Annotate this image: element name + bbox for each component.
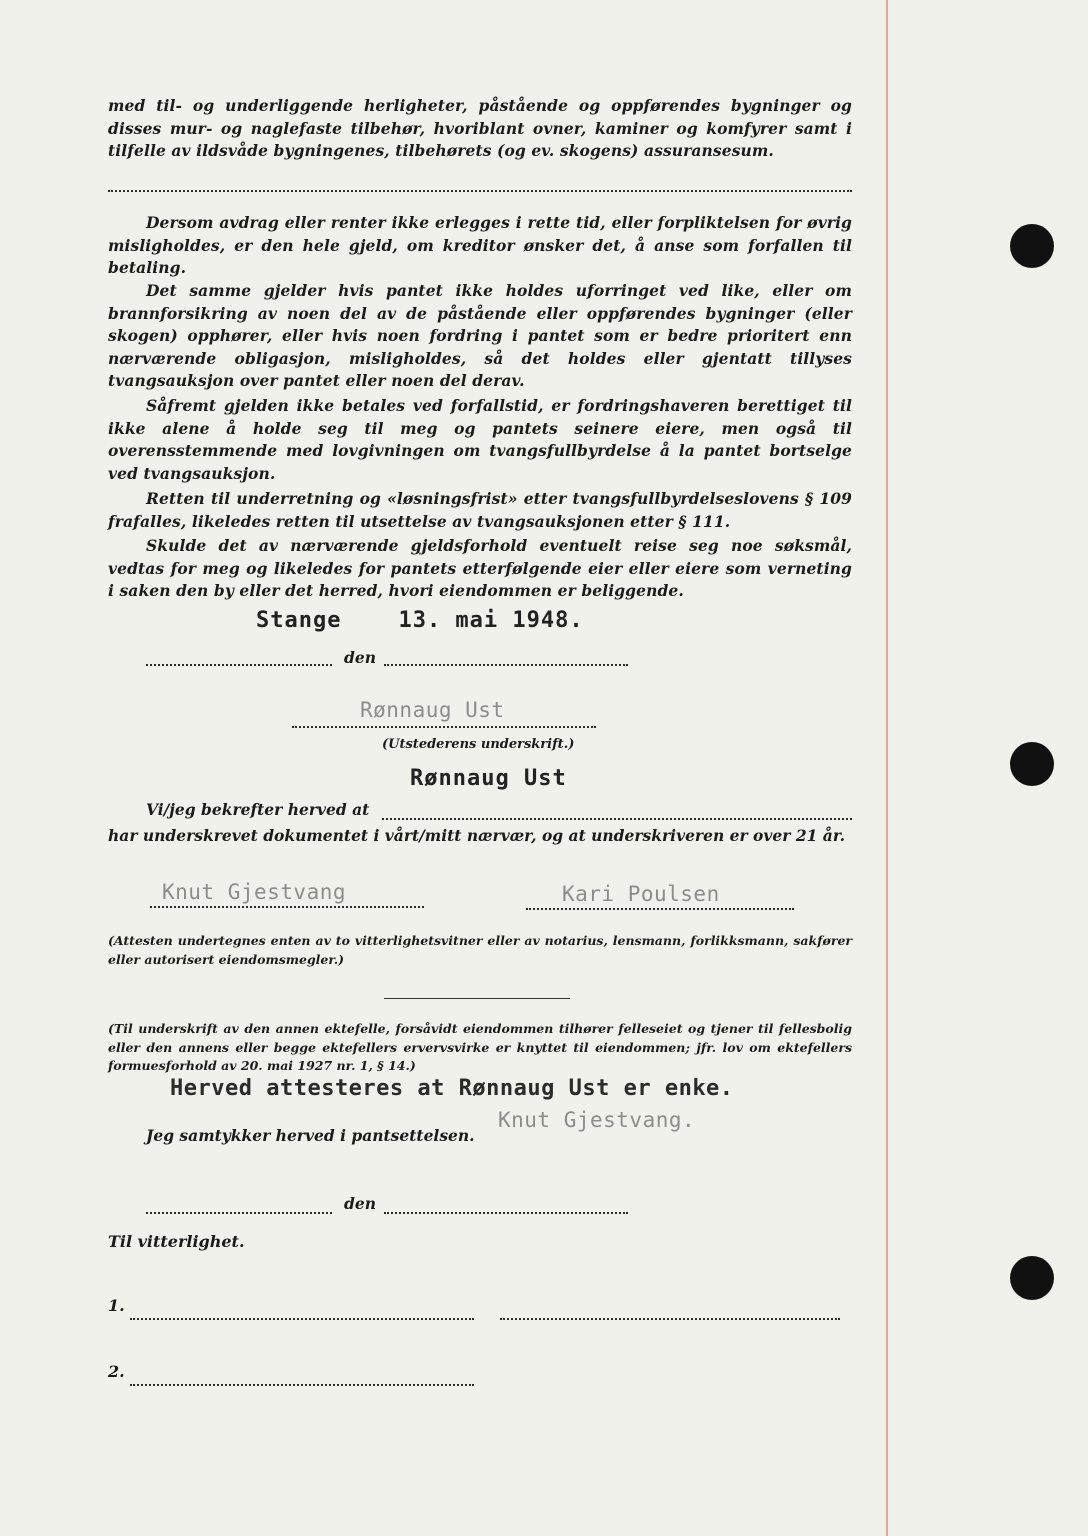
para-waiver: Retten til underretning og «løsningsfrist» etter tvangsfullbyrdelseslovens § 109 frafalles, likeledes retten til utsettelse av tvangsauksjonen etter § 111. <box>108 489 852 531</box>
para-pledge: Det samme gjelder hvis pantet ikke holdes uforringet ved like, eller om brannforsikring av noen del av de påstående eller oppførendes bygninger (eller skogen) opphører, eller hvis noen fordring i pantet som er bedre prioritert enn nærværende obligasjon, misligholdes, så det holdes eller gjentatt tillyses tvangsauksjon over pantet eller noen del derav. <box>108 281 852 391</box>
attestation-stamp: Herved attesteres at Rønnaug Ust er enke. <box>170 1076 734 1101</box>
consent-date-dotted <box>384 1212 628 1214</box>
stamp-signature: Knut Gjestvang. <box>498 1108 696 1132</box>
witness2-signature: Kari Poulsen <box>562 882 720 906</box>
witness-heading: Til vitterlighet. <box>108 1232 245 1251</box>
place-dotted-line <box>146 664 332 666</box>
spouse-note: (Til underskrift av den annen ektefelle, forsåvidt eiendommen tilhører felleseiet og tjener til fellesbolig eller den annens eller begge ektefellers ervervsvirke er knyttet til eiendommen; jfr. lov om ektefellers formuesforhold av 20. mai 1927 nr. 1, § 14.) <box>108 1021 852 1073</box>
top-clause: med til- og underliggende herligheter, påstående og oppførendes bygninger og disses mur- og naglefaste tilbehør, hvoriblant ovner, kaminer og komfyrer samt i tilfelle av ildsvåde bygningenes, tilbehørets (og ev. skogens) assuransesum. <box>108 96 852 161</box>
issuer-caption: (Utstederens underskrift.) <box>382 737 575 752</box>
confirm-dotted-line <box>382 818 852 820</box>
witness1-dotted-line <box>150 906 424 908</box>
consent-text: Jeg samtykker herved i pantsettelsen. <box>146 1126 475 1145</box>
confirm-line2: har underskrevet dokumentet i vårt/mitt nærvær, og at underskriveren er over 21 år. <box>108 826 845 845</box>
punch-hole <box>1010 1256 1054 1300</box>
witness-line-1a <box>130 1318 474 1320</box>
para-enforce: Såfremt gjelden ikke betales ved forfallstid, er fordringshaveren berettiget til ikke alene å holde seg til meg og pantets seinere eiere, men også til overensstemmende med lovgivningen om tvangsfullbyrdelse å la pantet bortselge ved tvangsauksjon. <box>108 396 852 483</box>
separator-rule <box>384 998 570 999</box>
confirm-line1: Vi/jeg bekrefter herved at <box>146 800 370 819</box>
witness-line-number-1: 1. <box>108 1296 125 1315</box>
punch-hole <box>1010 224 1054 268</box>
witness-line-1b <box>500 1318 840 1320</box>
witness-note: (Attesten undertegnes enten av to vitterlighetsvitner eller av notarius, lensmann, forlikksmann, sakfører eller autorisert eiendomsmegler.) <box>108 933 852 967</box>
place-date: Stange 13. mai 1948. <box>256 608 584 633</box>
dotted-line <box>108 190 852 192</box>
issuer-typed-name: Rønnaug Ust <box>410 766 567 791</box>
consent-place-dotted <box>146 1212 332 1214</box>
witness2-dotted-line <box>526 908 794 910</box>
date-dotted-line <box>384 664 628 666</box>
punch-hole <box>1010 742 1054 786</box>
margin-rule <box>886 0 888 1536</box>
witness1-signature: Knut Gjestvang <box>162 880 347 904</box>
witness-line-number-2: 2. <box>108 1362 125 1381</box>
issuer-signature: Rønnaug Ust <box>360 698 505 722</box>
para-venue: Skulde det av nærværende gjeldsforhold eventuelt reise seg noe søksmål, vedtas for meg og likeledes for pantets etterfølgende eier eller eiere som verneting i saken den by eller det herred, hvori eiendommen er beliggende. <box>108 536 852 601</box>
witness-line-2 <box>130 1384 474 1386</box>
signature-dotted-line <box>292 726 596 728</box>
den-label: den <box>344 648 376 667</box>
den-label-2: den <box>344 1194 376 1213</box>
para-default: Dersom avdrag eller renter ikke erlegges i rette tid, eller forpliktelsen for øvrig misligholdes, er den hele gjeld, om kreditor ønsker det, å anse som forfallen til betaling. <box>108 213 852 278</box>
